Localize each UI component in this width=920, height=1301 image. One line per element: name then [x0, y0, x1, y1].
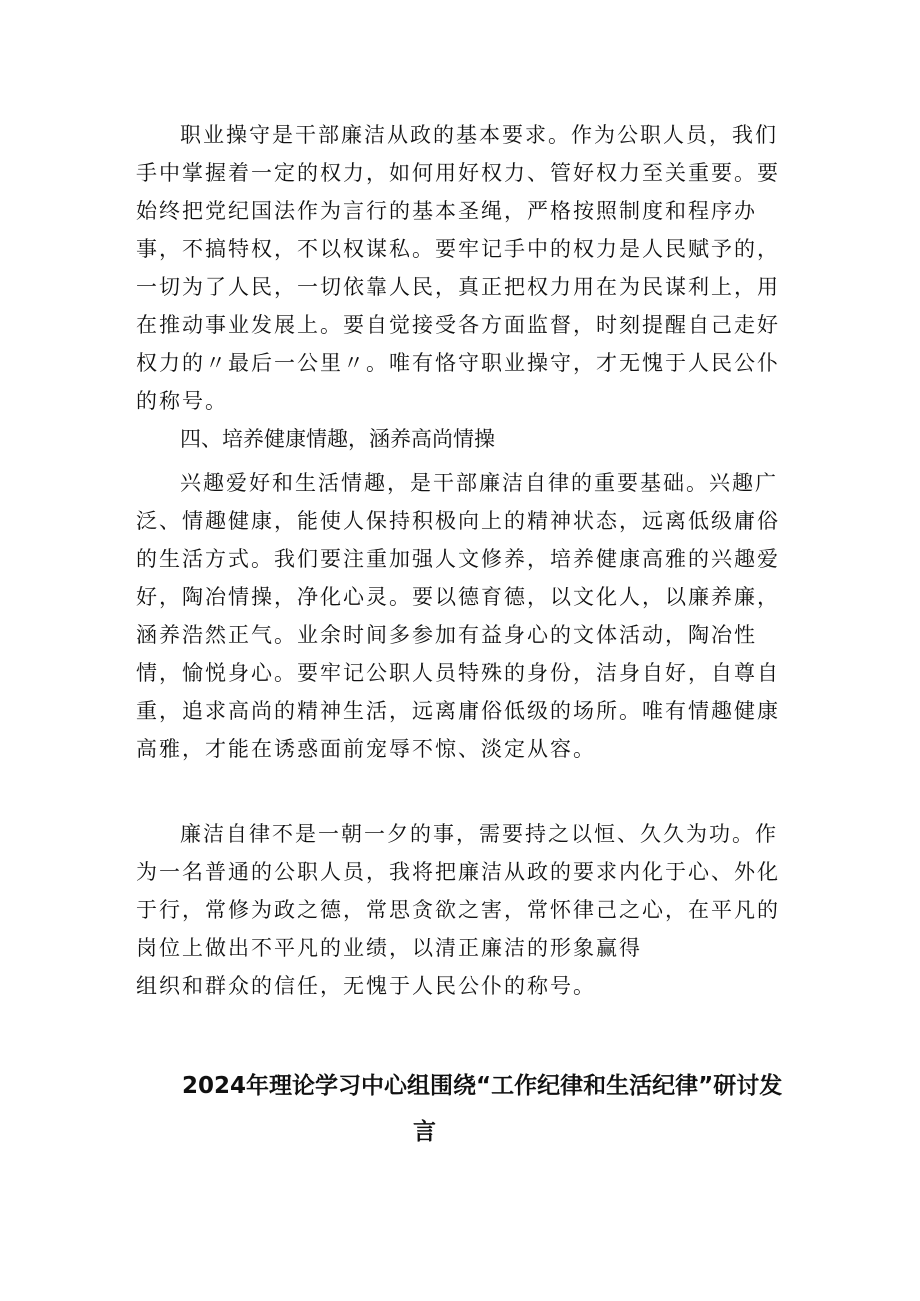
- paragraph-healthy-interests: 兴趣爱好和生活情趣，是干部廉洁自律的重要基础。兴趣广泛、情趣健康，能使人保持积极向上的精神状态，远离低级庸俗的生活方式。我们要注重加强人文修养，培养健康高雅的兴趣爱好，陶冶情操，净化心灵。要以德育德，以文化人，以廉养廉，涵养浩然正气。业余时间多参加有益身心的文体活动，陶冶性情，愉悦身心。要牢记公职人员特殊的身份，洁身自好，自尊自重，追求高尚的精神生活，远离庸俗低级的场所。唯有情趣健康高雅，才能在诱惑面前宠辱不惊、淡定从容。: [136, 471, 780, 761]
- next-document-title-line2: 言: [413, 1119, 436, 1145]
- paragraph-professional-ethics: 职业操守是干部廉洁从政的基本要求。作为公职人员，我们手中掌握着一定的权力，如何用好权力、管好权力至关重要。要始终把党纪国法作为言行的基本圣绳，严格按照制度和程序办事，不搞特权，不以权谋私。要牢记手中的权力是人民赋予的，一切为了人民，一切依靠人民，真正把权力用在为民谋利上，用在推动事业发展上。要自觉接受各方面监督，时刻提醒自己走好权力的〃最后一公里〃。唯有恪守职业操守，才无愧于人民公仆的称号。: [136, 123, 780, 413]
- section-heading-4: 四、培养健康情趣，涵养高尚情操: [180, 427, 495, 451]
- paragraph-conclusion: 廉洁自律不是一朝一夕的事，需要持之以恒、久久为功。作为一名普通的公职人员，我将把廉洁从政的要求内化于心、外化于行，常修为政之德，常思贪欲之害，常怀律己之心，在平凡的岗位上做出不平凡的业绩，以清正廉洁的形象赢得: [136, 822, 780, 960]
- next-document-title: 2024年理论学习中心组围绕“工作纪律和生活纪律”研讨发: [182, 1073, 783, 1099]
- paragraph-conclusion-tail: 组织和群众的信任，无愧于人民公仆的称号。: [136, 974, 596, 998]
